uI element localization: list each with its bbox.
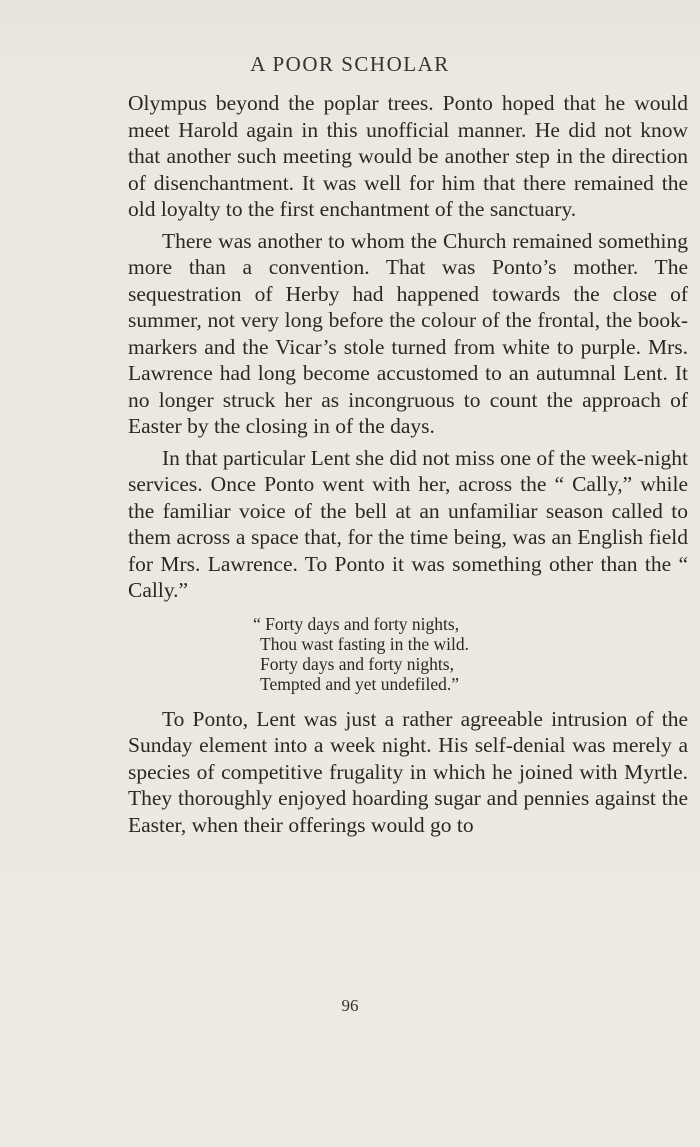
body-text [128, 90, 688, 838]
running-head: A POOR SCHOLAR [250, 52, 450, 76]
paragraph-3: In that particular Lent she did not miss one of the week-night services. Once Ponto went with her, across the “ Cally,” while the familiar voice of the bell at an unfamiliar season called to them across a space that, for the time being, was an English field for Mrs. Lawrence. To Ponto it was something other than the “ Cally.” [128, 445, 689, 602]
verse-line: Tempted and yet undefiled.” [260, 673, 459, 694]
verse-line: Forty days and forty nights, [260, 653, 454, 674]
paragraph-2: There was another to whom the Church remained something more than a convention. That was Ponto’s mother. The sequestration of Herby had happened towards the close of summer, not very long before the colour of the frontal, the book-markers and the Vicar’s stole turned from white to purple. Mrs. Lawrence had long become accustomed to an autumnal Lent. It no longer struck her as incongruous to count the approach of Easter by the closing in of the days. [128, 228, 688, 438]
page-number: 96 [341, 996, 359, 1015]
verse-line: Thou wast fasting in the wild. [260, 633, 470, 654]
paragraph-4: To Ponto, Lent was just a rather agreeable intrusion of the Sunday element into a week night. His self-denial was merely a species of competitive frugality in which he joined with Myrtle. They thoroughly enjoyed hoarding sugar and pennies against the Easter, when their offerings would go to [128, 706, 688, 837]
hymn-verse [253, 613, 688, 694]
verse-line: “ Forty days and forty nights, [253, 613, 460, 634]
paragraph-1: Olympus beyond the poplar trees. Ponto hoped that he would meet Harold again in this unofficial manner. He did not know that another such meeting would be another step in the direction of disenchantment. It was well for him that there remained the old loyalty to the first enchantment of the sanctuary. [128, 91, 688, 221]
